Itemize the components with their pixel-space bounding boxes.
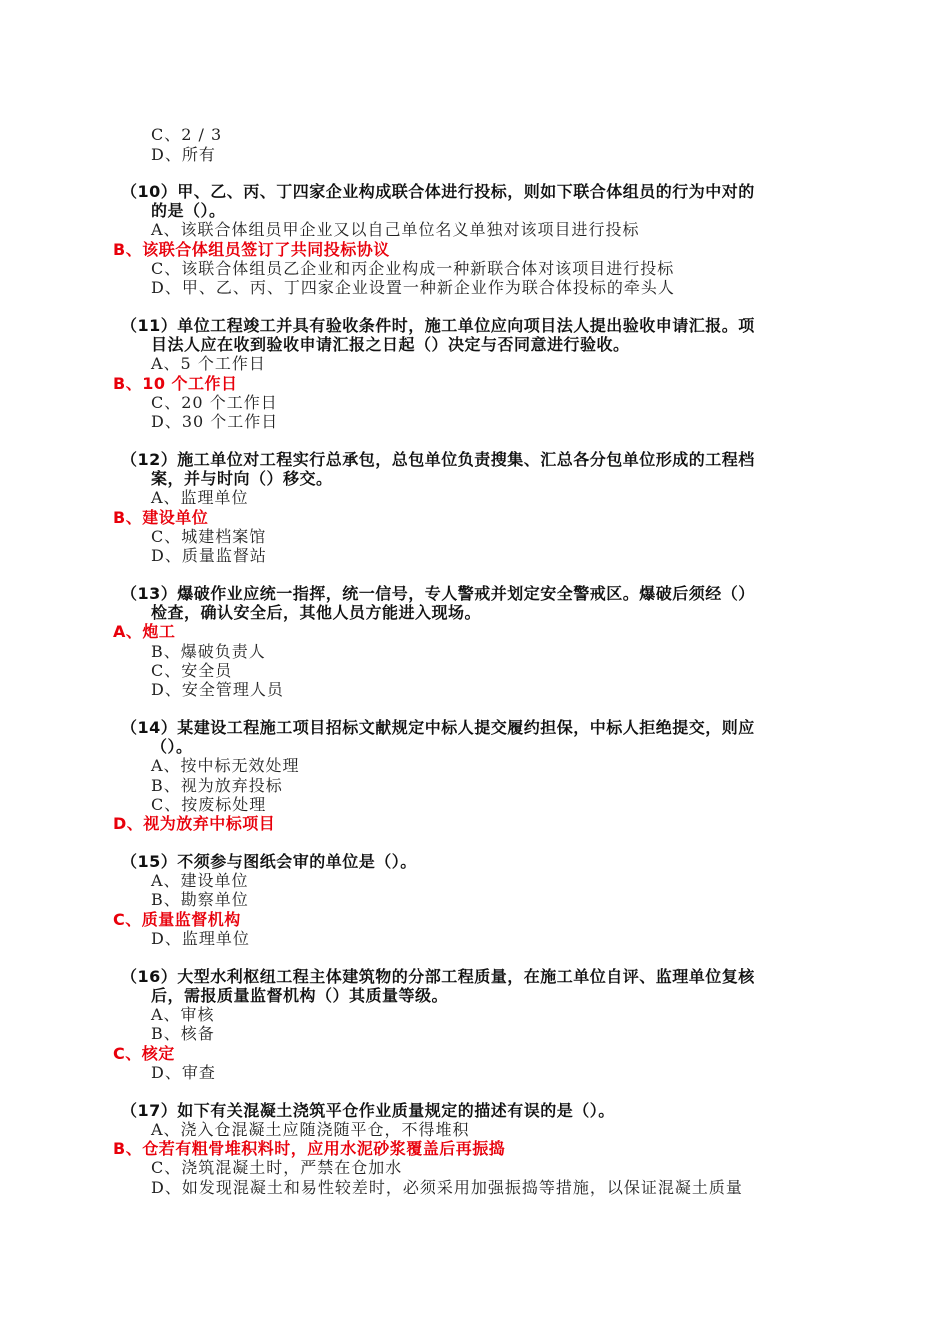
answer-line: C、质量监督机构 [113,910,241,929]
question-line: （10）甲、乙、丙、丁四家企业构成联合体进行投标，则如下联合体组员的行为中对的 [121,182,755,201]
question-line: （16）大型水利枢纽工程主体建筑物的分部工程质量，在施工单位自评、监理单位复核 [121,967,755,986]
option-line: D、审查 [151,1063,216,1082]
option-line: C、安全员 [151,661,233,680]
option-line: C、按废标处理 [151,795,267,814]
answer-line: A、炮工 [113,622,176,641]
option-line: A、建设单位 [151,871,249,890]
question-line: （17）如下有关混凝土浇筑平仓作业质量规定的描述有误的是（）。 [121,1101,615,1120]
question-continuation: 后，需报质量监督机构（）其质量等级。 [151,986,449,1005]
answer-line: C、核定 [113,1044,175,1063]
question-continuation: 案，并与时向（）移交。 [151,469,333,488]
option-line: A、该联合体组员甲企业又以自己单位名义单独对该项目进行投标 [151,220,640,239]
question-line: （13）爆破作业应统一指挥，统一信号，专人警戒并划定安全警戒区。爆破后须经（） [121,584,755,603]
option-line: A、监理单位 [151,488,249,507]
option-line: B、爆破负责人 [151,642,266,661]
option-line: A、按中标无效处理 [151,756,300,775]
option-line: A、审核 [151,1005,215,1024]
question-continuation: 检查，确认安全后，其他人员方能进入现场。 [151,603,482,622]
option-line: B、视为放弃投标 [151,776,283,795]
option-line: C、城建档案馆 [151,527,267,546]
option-line: B、勘察单位 [151,890,249,909]
question-continuation: 的是（）。 [151,201,226,220]
option-line: C、2 / 3 [151,125,223,144]
option-line: C、浇筑混凝土时，严禁在仓加水 [151,1158,403,1177]
answer-line: B、10 个工作日 [113,374,238,393]
option-line: A、浇入仓混凝土应随浇随平仓，不得堆积 [151,1120,470,1139]
option-line: A、5 个工作日 [151,354,266,373]
option-line: D、甲、乙、丙、丁四家企业设置一种新企业作为联合体投标的牵头人 [151,278,675,297]
answer-line: B、该联合体组员签订了共同投标协议 [113,240,390,259]
question-line: （12）施工单位对工程实行总承包，总包单位负责搜集、汇总各分包单位形成的工程档 [121,450,755,469]
option-line: C、该联合体组员乙企业和丙企业构成一种新联合体对该项目进行投标 [151,259,675,278]
option-line: D、所有 [151,145,216,164]
answer-line: B、仓若有粗骨堆积料时，应用水泥砂浆覆盖后再振捣 [113,1139,506,1158]
question-continuation: （）。 [151,737,193,756]
option-line: D、安全管理人员 [151,680,284,699]
question-line: （11）单位工程竣工并具有验收条件时，施工单位应向项目法人提出验收申请汇报。项 [121,316,755,335]
option-line: D、质量监督站 [151,546,267,565]
option-line: C、20 个工作日 [151,393,278,412]
answer-line: B、建设单位 [113,508,209,527]
question-line: （14）某建设工程施工项目招标文献规定中标人提交履约担保，中标人拒绝提交，则应 [121,718,755,737]
option-line: D、监理单位 [151,929,250,948]
answer-line: D、视为放弃中标项目 [113,814,276,833]
option-line: D、30 个工作日 [151,412,279,431]
question-line: （15）不须参与图纸会审的单位是（）。 [121,852,417,871]
question-continuation: 目法人应在收到验收申请汇报之日起（）决定与否同意进行验收。 [151,335,630,354]
option-line: D、如发现混凝土和易性较差时，必须采用加强振捣等措施，以保证混凝土质量 [151,1178,743,1197]
option-line: B、核备 [151,1024,215,1043]
